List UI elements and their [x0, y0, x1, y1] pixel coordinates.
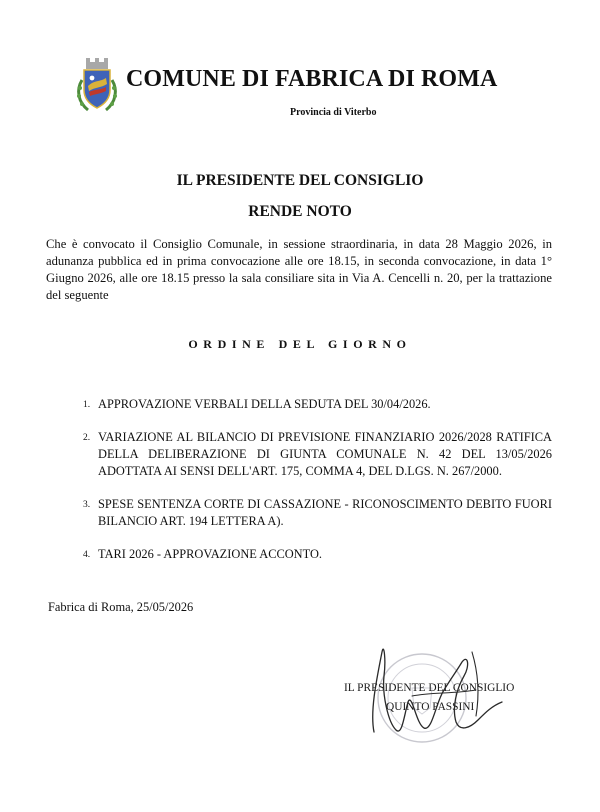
agenda-item-text: VARIAZIONE AL BILANCIO DI PREVISIONE FINANZIARIO 2026/2028 RATIFICA DELLA DELIBERAZIONE DI GIUNTA COMUNALE N. 42 DEL 13/05/2026 ADOTTATA AI SENSI DELL'ART. 175, COMMA 4, DEL D.LGS. N. 267/2000.	[98, 430, 552, 478]
agenda-title: ORDINE DEL GIORNO	[188, 337, 412, 351]
agenda-item	[78, 546, 552, 563]
signer-name: QUINTO PASSINI	[386, 701, 475, 713]
intro-paragraph: Che è convocato il Consiglio Comunale, in sessione straordinaria, in data 28 Maggio 2026, in adunanza pubblica ed in prima convocazione alle ore 18.15, in seconda convocazione, in data 1° Giugno 2026, alle ore 18.15 presso la sala consiliare sita in Via A. Cencelli n. 20, per la trattazione del seguente	[46, 237, 552, 302]
agenda-item	[78, 429, 552, 480]
agenda-item-text: APPROVAZIONE VERBALI DELLA SEDUTA DEL 30/04/2026.	[98, 397, 431, 411]
agenda-item	[78, 496, 552, 530]
heading-notice: RENDE NOTO	[248, 203, 352, 220]
municipal-crest-icon	[74, 56, 120, 114]
agenda-item-number: 1.	[83, 400, 91, 410]
agenda-item-text: SPESE SENTENZA CORTE DI CASSAZIONE - RICONOSCIMENTO DEBITO FUORI BILANCIO ART. 194 LETTERA A).	[98, 497, 552, 528]
agenda-item-text: TARI 2026 - APPROVAZIONE ACCONTO.	[98, 547, 323, 561]
signer-role: IL PRESIDENTE DEL CONSIGLIO	[344, 682, 515, 694]
agenda-item-number: 4.	[83, 550, 91, 560]
page-title: COMUNE DI FABRICA DI ROMA	[126, 66, 498, 92]
agenda-item-number: 3.	[83, 500, 91, 510]
agenda-list	[78, 396, 552, 563]
heading-president: IL PRESIDENTE DEL CONSIGLIO	[176, 172, 424, 189]
handwritten-signature-icon	[352, 632, 522, 744]
page-subtitle: Provincia di Viterbo	[290, 107, 377, 118]
date-place: Fabrica di Roma, 25/05/2026	[48, 600, 194, 614]
agenda-item	[78, 396, 552, 413]
agenda-item-number: 2.	[83, 433, 91, 443]
